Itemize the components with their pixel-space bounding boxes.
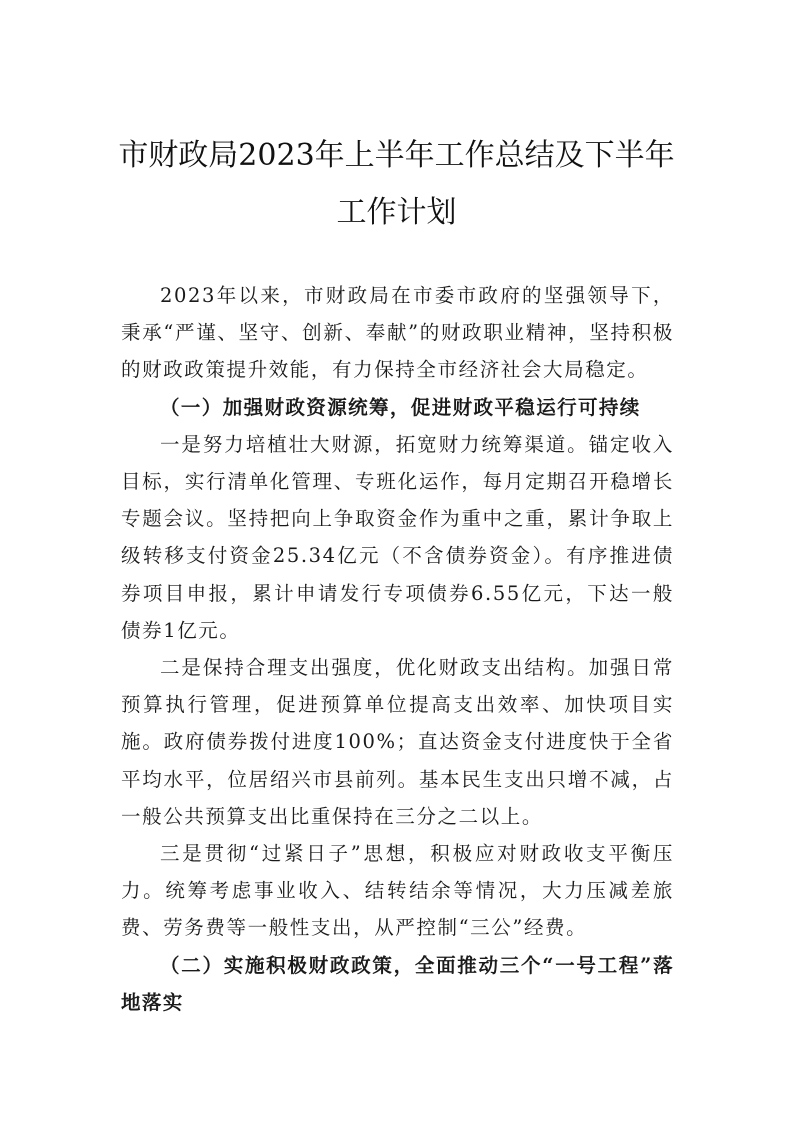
body-paragraph-austerity: 三是贯彻“过紧日子”思想，积极应对财政收支平衡压力。统筹考虑事业收入、结转结余等情况，大力压减差旅费、劳务费等一般性支出，从严控制“三公”经费。 — [121, 842, 674, 940]
document-title-line-1: 市财政局2023年上半年工作总结及下半年 — [118, 138, 675, 173]
document-title-line-2: 工作计划 — [336, 195, 457, 230]
intro-paragraph: 2023年以来，市财政局在市委市政府的坚强领导下，秉承“严谨、坚守、创新、奉献”的财政职业精神，坚持积极的财政政策提升效能，有力保持全市经济社会大局稳定。 — [121, 284, 674, 382]
body-paragraph-expenditure: 二是保持合理支出强度，优化财政支出结构。加强日常预算执行管理，促进预算单位提高支出效率、加快项目实施。政府债券拨付进度100%；直达资金支付进度快于全省平均水平，位居绍兴市县前列。基本民生支出只增不减，占一般公共预算支出比重保持在三分之二以上。 — [121, 656, 674, 828]
section-heading-2: （二）实施积极财政政策，全面推动三个“一号工程”落地落实 — [121, 953, 674, 1014]
document-body — [121, 277, 674, 1021]
section-heading-1: （一）加强财政资源统筹，促进财政平稳运行可持续 — [160, 395, 641, 419]
body-paragraph-revenue: 一是努力培植壮大财源，拓宽财力统筹渠道。锚定收入目标，实行清单化管理、专班化运作，每月定期召开稳增长专题会议。坚持把向上争取资金作为重中之重，累计争取上级转移支付资金25.34亿元（不含债券资金）。有序推进债券项目申报，累计申请发行专项债券6.55亿元，下达一般债券1亿元。 — [121, 432, 674, 642]
